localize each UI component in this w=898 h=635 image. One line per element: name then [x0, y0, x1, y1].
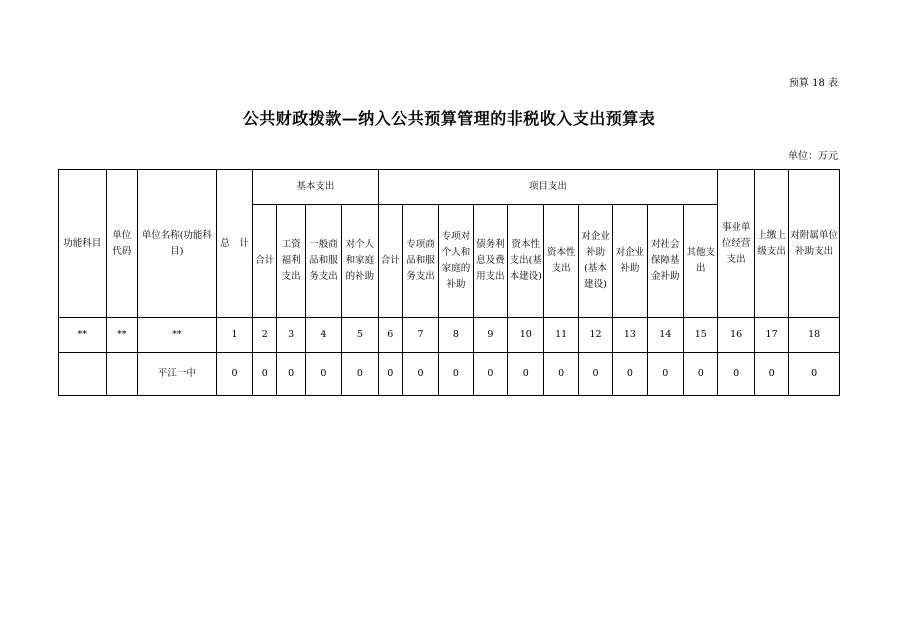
index-cell: 17 [754, 318, 788, 353]
index-cell: 4 [305, 318, 341, 353]
header-project-col: 资本性支出(基本建设) [508, 205, 544, 318]
index-cell: 10 [508, 318, 544, 353]
unit-label: 单位：万元 [788, 151, 838, 162]
header-basic-col: 工资福利支出 [277, 205, 305, 318]
index-cell: 12 [578, 318, 612, 353]
header-enterprise: 事业单位经营支出 [718, 170, 754, 318]
header-unit-code: 单位代码 [106, 170, 137, 318]
index-cell: 16 [718, 318, 754, 353]
header-basic-col: 一般商品和服务支出 [305, 205, 341, 318]
index-cell: 8 [439, 318, 473, 353]
header-project-col: 债务利息及费用支出 [473, 205, 507, 318]
header-project-col: 专项商品和服务支出 [402, 205, 438, 318]
header-project-col: 合计 [378, 205, 402, 318]
header-upper: 上缴上级支出 [754, 170, 788, 318]
index-cell: 9 [473, 318, 507, 353]
header-unit-name: 单位名称(功能科目) [137, 170, 216, 318]
data-cell: 0 [718, 353, 754, 396]
index-cell: 15 [684, 318, 718, 353]
header-func-subject: 功能科目 [59, 170, 107, 318]
index-cell: 14 [647, 318, 683, 353]
header-basic-col: 对个人和家庭的补助 [342, 205, 378, 318]
index-cell: 11 [544, 318, 578, 353]
budget-table [58, 169, 840, 396]
index-cell: 7 [402, 318, 438, 353]
index-cell: ** [106, 318, 137, 353]
data-cell: 0 [647, 353, 683, 396]
data-cell: 0 [378, 353, 402, 396]
page-title: 公共财政拨款—纳入公共预算管理的非税收入支出预算表 [242, 109, 656, 128]
table-row [59, 353, 840, 396]
header-project-col: 其他支出 [684, 205, 718, 318]
data-cell: 0 [684, 353, 718, 396]
header-total: 总 计 [216, 170, 252, 318]
header-project-col: 资本性支出 [544, 205, 578, 318]
data-cell: 0 [789, 353, 840, 396]
data-cell: 0 [305, 353, 341, 396]
data-cell-total: 0 [216, 353, 252, 396]
header-basic-col: 合计 [253, 205, 277, 318]
data-cell-func-subject [59, 353, 107, 396]
header-project-col: 对企业补助 [613, 205, 647, 318]
data-cell-unit-name: 平江一中 [137, 353, 216, 396]
index-cell: 5 [342, 318, 378, 353]
form-number: 预算 18 表 [788, 78, 838, 89]
data-cell: 0 [473, 353, 507, 396]
index-cell: 2 [253, 318, 277, 353]
data-cell: 0 [253, 353, 277, 396]
data-cell: 0 [402, 353, 438, 396]
data-cell: 0 [613, 353, 647, 396]
index-cell: 13 [613, 318, 647, 353]
index-cell: ** [137, 318, 216, 353]
data-cell-unit-code [106, 353, 137, 396]
header-project-group: 项目支出 [378, 170, 718, 205]
header-basic-group: 基本支出 [253, 170, 378, 205]
data-cell: 0 [544, 353, 578, 396]
data-cell: 0 [439, 353, 473, 396]
header-row-1 [59, 170, 840, 205]
data-cell: 0 [277, 353, 305, 396]
header-project-col: 专项对个人和家庭的补助 [439, 205, 473, 318]
index-row [59, 318, 840, 353]
data-cell: 0 [508, 353, 544, 396]
index-cell: 3 [277, 318, 305, 353]
header-project-col: 对社会保障基金补助 [647, 205, 683, 318]
index-cell: ** [59, 318, 107, 353]
index-cell: 1 [216, 318, 252, 353]
index-cell: 18 [789, 318, 840, 353]
data-cell: 0 [754, 353, 788, 396]
header-project-col: 对企业补助(基本建设) [578, 205, 612, 318]
data-cell: 0 [342, 353, 378, 396]
index-cell: 6 [378, 318, 402, 353]
header-affiliated: 对附属单位补助支出 [789, 170, 840, 318]
data-cell: 0 [578, 353, 612, 396]
